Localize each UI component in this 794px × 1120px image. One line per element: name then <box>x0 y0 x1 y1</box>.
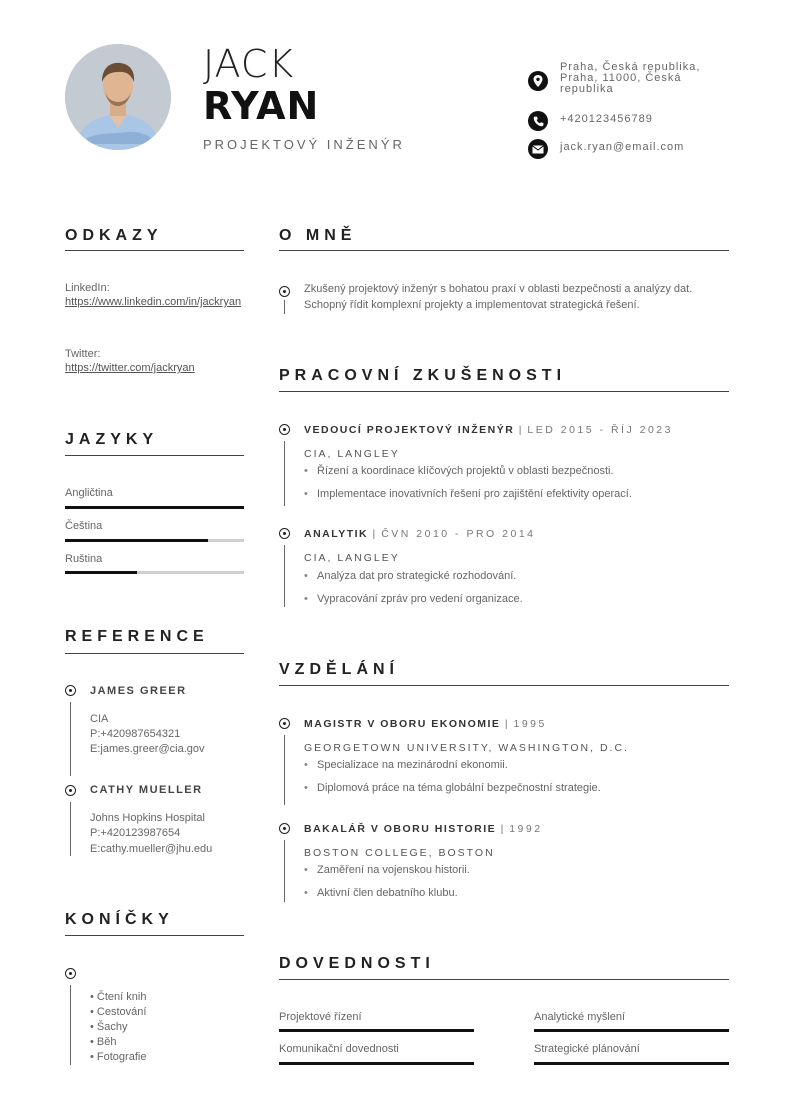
references-heading: REFERENCE <box>65 628 209 645</box>
timeline-line <box>284 840 285 902</box>
language-level-fill <box>65 539 208 542</box>
location-pin-icon <box>528 71 548 91</box>
email-text: jack.ryan@email.com <box>560 141 685 153</box>
timeline-line <box>284 545 285 607</box>
skill-level-fill <box>279 1029 474 1032</box>
skill-level-bar <box>534 1062 729 1065</box>
references-rule <box>65 653 244 654</box>
contact-phone <box>528 111 720 131</box>
language-level-fill <box>65 571 137 574</box>
language-level-fill <box>65 506 244 509</box>
hobby-item: • Fotografie <box>90 1051 147 1063</box>
hobby-item: • Cestování <box>90 1006 147 1018</box>
date-range: LED 2015 - ŘÍJ 2023 <box>527 424 673 436</box>
timeline-marker <box>65 785 76 796</box>
job-title-entry <box>304 424 673 436</box>
reference-phone: P:+420987654321 <box>90 728 181 740</box>
language-name: Ruština <box>65 553 103 565</box>
degree-entry <box>304 823 543 835</box>
reference-phone: P:+420123987654 <box>90 827 181 839</box>
list-item-text: Zaměření na vojenskou historii. <box>317 864 470 876</box>
skill-level-fill <box>534 1062 729 1065</box>
timeline-line <box>284 441 285 506</box>
list-item: • Zaměření na vojenskou historii. <box>304 864 470 876</box>
linkedin-label: LinkedIn: <box>65 282 110 294</box>
job-title-entry <box>304 528 536 540</box>
language-level-bar <box>65 571 244 574</box>
timeline-marker <box>65 968 76 979</box>
envelope-icon <box>528 139 548 159</box>
job-title: PROJEKTOVÝ INŽENÝR <box>203 137 405 152</box>
about-rule <box>279 250 729 251</box>
skill-name: Strategické plánování <box>534 1043 640 1055</box>
education-rule <box>279 685 729 686</box>
experience-heading: PRACOVNÍ ZKUŠENOSTI <box>279 367 567 384</box>
languages-rule <box>65 455 244 456</box>
twitter-link[interactable]: https://twitter.com/jackryan <box>65 362 195 374</box>
timeline-marker <box>65 685 76 696</box>
profile-photo <box>65 44 171 150</box>
position-title: VEDOUCÍ PROJEKTOVÝ INŽENÝR <box>304 424 515 436</box>
hobby-item: • Běh <box>90 1036 117 1048</box>
skill-name: Analytické myšlení <box>534 1011 626 1023</box>
list-item-text: Vypracování zpráv pro vedení organizace. <box>317 593 523 605</box>
education-heading: VZDĚLÁNÍ <box>279 661 399 678</box>
skills-rule <box>279 979 729 980</box>
skill-level-bar <box>534 1029 729 1032</box>
language-name: Čeština <box>65 520 103 532</box>
graduation-year: 1992 <box>509 823 543 835</box>
degree-entry <box>304 718 547 730</box>
hobby-item: • Čtení knih <box>90 991 147 1003</box>
links-rule <box>65 250 244 251</box>
list-item: • Vypracování zpráv pro vedení organizace. <box>304 593 523 605</box>
language-level-bar <box>65 506 244 509</box>
list-item: • Diplomová práce na téma globální bezpečnostní strategie. <box>304 782 601 794</box>
reference-name: CATHY MUELLER <box>90 784 203 796</box>
contact-address <box>528 62 720 95</box>
graduation-year: 1995 <box>513 718 547 730</box>
employer: CIA, LANGLEY <box>304 448 400 460</box>
phone-icon <box>528 111 548 131</box>
twitter-label: Twitter: <box>65 348 101 360</box>
timeline-marker <box>279 528 290 539</box>
timeline-line <box>284 300 285 314</box>
degree-title: MAGISTR V OBORU EKONOMIE <box>304 718 501 730</box>
last-name: RYAN <box>203 84 320 128</box>
list-item-text: Analýza dat pro strategické rozhodování. <box>317 570 517 582</box>
reference-org: Johns Hopkins Hospital <box>90 812 205 824</box>
list-item-text: Specializace na mezinárodní ekonomii. <box>317 759 508 771</box>
experience-rule <box>279 391 729 392</box>
separator: | <box>368 528 382 540</box>
list-item-text: Řízení a koordinace klíčových projektů v oblasti bezpečnosti. <box>317 465 614 477</box>
separator: | <box>514 424 528 436</box>
timeline-line <box>70 802 71 856</box>
reference-name: JAMES GREER <box>90 685 187 697</box>
list-item: • Implementace inovativních řešení pro zajištění efektivity operací. <box>304 488 632 500</box>
language-level-bar <box>65 539 244 542</box>
skill-level-fill <box>534 1029 729 1032</box>
timeline-marker <box>279 286 290 297</box>
skill-name: Projektové řízení <box>279 1011 362 1023</box>
skills-heading: DOVEDNOSTI <box>279 955 435 972</box>
hobby-item: • Šachy <box>90 1021 128 1033</box>
first-name: JACK <box>203 42 295 86</box>
hobbies-heading: KONÍČKY <box>65 911 174 928</box>
timeline-marker <box>279 718 290 729</box>
reference-org: CIA <box>90 713 109 725</box>
about-heading: O MNĚ <box>279 227 357 244</box>
timeline-marker <box>279 424 290 435</box>
address-text: Praha, Česká republika, Praha, 11000, Česká republika <box>560 61 701 95</box>
list-item: • Řízení a koordinace klíčových projektů v oblasti bezpečnosti. <box>304 465 614 477</box>
skill-name: Komunikační dovednosti <box>279 1043 399 1055</box>
linkedin-link[interactable]: https://www.linkedin.com/in/jackryan <box>65 296 242 308</box>
timeline-line <box>70 985 71 1065</box>
timeline-marker <box>279 823 290 834</box>
about-text: Zkušený projektový inženýr s bohatou praxí v oblasti bezpečnosti a analýzy dat. Schopný řídit komplexní projekty a implementovat strategická řešení. <box>304 283 693 311</box>
skill-level-bar <box>279 1062 474 1065</box>
timeline-line <box>284 735 285 805</box>
links-heading: ODKAZY <box>65 227 163 244</box>
language-name: Angličtina <box>65 487 113 499</box>
school: BOSTON COLLEGE, BOSTON <box>304 847 495 859</box>
list-item: • Aktivní člen debatního klubu. <box>304 887 458 899</box>
degree-title: BAKALÁŘ V OBORU HISTORIE <box>304 823 497 835</box>
reference-email: E:james.greer@cia.gov <box>90 743 205 755</box>
list-item-text: Implementace inovativních řešení pro zajištění efektivity operací. <box>317 488 632 500</box>
phone-text: +420123456789 <box>560 113 653 125</box>
school: GEORGETOWN UNIVERSITY, WASHINGTON, D.C. <box>304 742 629 754</box>
hobbies-rule <box>65 935 244 936</box>
separator: | <box>496 823 510 835</box>
list-item: • Specializace na mezinárodní ekonomii. <box>304 759 508 771</box>
employer: CIA, LANGLEY <box>304 552 400 564</box>
list-item-text: Diplomová práce na téma globální bezpečnostní strategie. <box>317 782 601 794</box>
list-item: • Analýza dat pro strategické rozhodování. <box>304 570 517 582</box>
skill-level-fill <box>279 1062 474 1065</box>
list-item-text: Aktivní člen debatního klubu. <box>317 887 458 899</box>
contact-email <box>528 139 720 159</box>
position-title: ANALYTIK <box>304 528 369 540</box>
skill-level-bar <box>279 1029 474 1032</box>
languages-heading: JAZYKY <box>65 431 159 448</box>
timeline-line <box>70 702 71 776</box>
separator: | <box>500 718 514 730</box>
date-range: ČVN 2010 - PRO 2014 <box>381 528 536 540</box>
reference-email: E:cathy.mueller@jhu.edu <box>90 843 213 855</box>
